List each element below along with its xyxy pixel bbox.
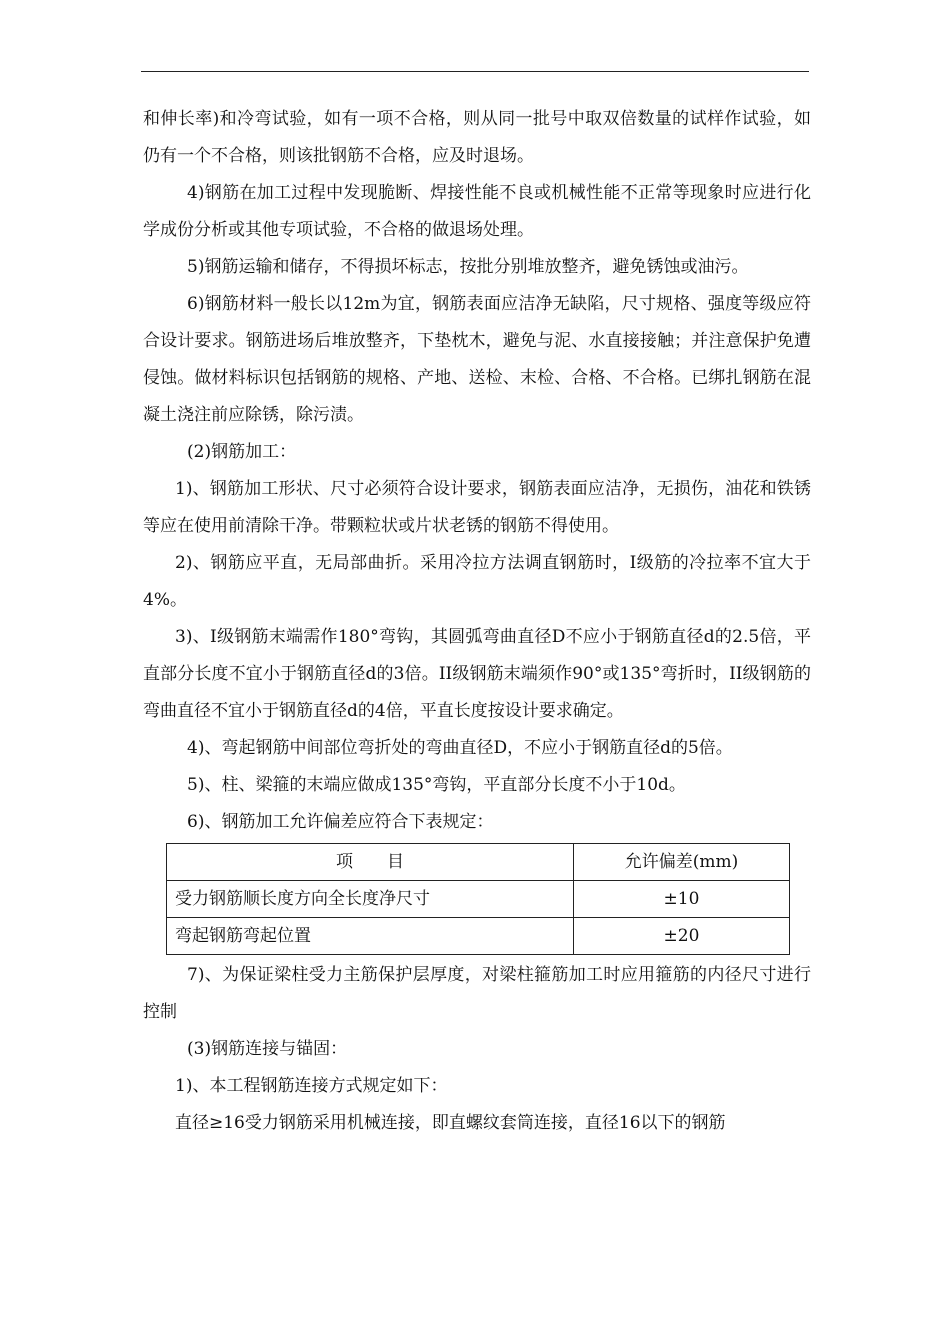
paragraph: 5)、柱、梁箍的末端应做成135°弯钩，平直部分长度不小于10d。 [187, 775, 686, 795]
paragraph: 5)钢筋运输和储存，不得损坏标志，按批分别堆放整齐，避免锈蚀或油污。 [187, 257, 749, 277]
table-row [167, 881, 790, 918]
paragraph: 2)、钢筋应平直，无局部曲折。采用冷拉方法调直钢筋时，I级筋的冷拉率不宜大于4%。 [143, 553, 811, 610]
paragraph: 6)钢筋材料一般长以12m为宜，钢筋表面应洁净无缺陷，尺寸规格、强度等级应符合设计要求。钢筋进场后堆放整齐，下垫枕木，避免与泥、水直接接触；并注意保护免遭侵蚀。做材料标识包括钢筋的规格、产地、送检、末检、合格、不合格。已绑扎钢筋在混凝土浇注前应除锈，除污渍。 [143, 294, 811, 425]
header-rule [141, 71, 809, 72]
paragraph: 直径≥16受力钢筋采用机械连接，即直螺纹套筒连接，直径16以下的钢筋 [175, 1113, 726, 1133]
paragraph: 和伸长率)和冷弯试验，如有一项不合格，则从同一批号中取双倍数量的试样作试验，如仍有一个不合格，则该批钢筋不合格，应及时退场。 [143, 109, 811, 166]
paragraph: 6)、钢筋加工允许偏差应符合下表规定： [187, 812, 494, 832]
paragraph: 1)、钢筋加工形状、尺寸必须符合设计要求，钢筋表面应洁净，无损伤，油花和铁锈等应在使用前清除干净。带颗粒状或片状老锈的钢筋不得使用。 [143, 479, 811, 536]
deviation-table [166, 843, 790, 955]
table-cell: 受力钢筋顺长度方向全长度净尺寸 [167, 881, 574, 918]
table-header-cell: 项 目 [167, 844, 574, 881]
document-body [143, 101, 811, 1142]
paragraph: 3)、I级钢筋末端需作180°弯钩，其圆弧弯曲直径D不应小于钢筋直径d的2.5倍，平直部分长度不宜小于钢筋直径d的3倍。II级钢筋末端须作90°或135°弯折时，II级钢筋的弯曲直径不宜小于钢筋直径d的4倍，平直长度按设计要求确定。 [143, 627, 811, 721]
paragraph: 1)、本工程钢筋连接方式规定如下： [175, 1076, 448, 1096]
table-cell: ±20 [574, 918, 790, 955]
table-header-cell: 允许偏差(mm) [574, 844, 790, 881]
table-header-row [167, 844, 790, 881]
table-cell: 弯起钢筋弯起位置 [167, 918, 574, 955]
table-cell: ±10 [574, 881, 790, 918]
paragraph: 7)、为保证梁柱受力主筋保护层厚度，对梁柱箍筋加工时应用箍筋的内径尺寸进行控制 [143, 965, 811, 1022]
table-row [167, 918, 790, 955]
paragraph: 4)、弯起钢筋中间部位弯折处的弯曲直径D，不应小于钢筋直径d的5倍。 [187, 738, 733, 758]
paragraph: 4)钢筋在加工过程中发现脆断、焊接性能不良或机械性能不正常等现象时应进行化学成份分析或其他专项试验，不合格的做退场处理。 [143, 183, 811, 240]
section-heading: (3)钢筋连接与锚固： [187, 1039, 348, 1059]
section-heading: (2)钢筋加工： [187, 442, 297, 462]
